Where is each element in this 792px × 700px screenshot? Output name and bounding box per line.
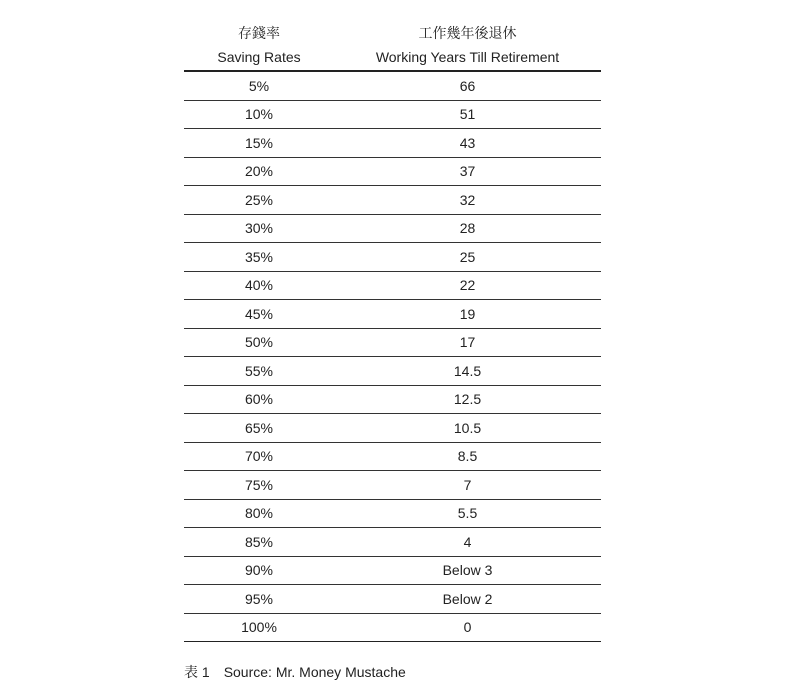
working-years-cell: 5.5 [334, 499, 601, 528]
saving-rate-table [184, 20, 601, 642]
saving-rate-cell: 65% [184, 414, 334, 443]
table-row [184, 129, 601, 158]
saving-rate-cell: 35% [184, 243, 334, 272]
header-saving-rate-en: Saving Rates [184, 46, 334, 71]
working-years-cell: 8.5 [334, 442, 601, 471]
working-years-cell: 66 [334, 71, 601, 100]
header-saving-rate-zh: 存錢率 [238, 25, 280, 41]
table-row [184, 214, 601, 243]
table-caption [184, 663, 406, 681]
table-row [184, 499, 601, 528]
table-row [184, 71, 601, 100]
table-row [184, 328, 601, 357]
working-years-cell: Below 3 [334, 556, 601, 585]
saving-rate-cell: 60% [184, 385, 334, 414]
working-years-cell: 37 [334, 157, 601, 186]
saving-rate-cell: 10% [184, 100, 334, 129]
saving-rate-cell: 15% [184, 129, 334, 158]
saving-rate-cell: 30% [184, 214, 334, 243]
working-years-cell: 43 [334, 129, 601, 158]
caption-source: Source: Mr. Money Mustache [223, 664, 406, 680]
table-row [184, 357, 601, 386]
working-years-cell: 25 [334, 243, 601, 272]
header-row-chinese [184, 20, 601, 46]
saving-rate-cell: 90% [184, 556, 334, 585]
saving-rate-cell: 80% [184, 499, 334, 528]
working-years-cell: 0 [334, 613, 601, 642]
working-years-cell: 7 [334, 471, 601, 500]
working-years-cell: Below 2 [334, 585, 601, 614]
working-years-cell: 32 [334, 186, 601, 215]
table-row [184, 528, 601, 557]
saving-rate-cell: 40% [184, 271, 334, 300]
working-years-cell: 4 [334, 528, 601, 557]
working-years-cell: 12.5 [334, 385, 601, 414]
working-years-cell: 17 [334, 328, 601, 357]
saving-rate-cell: 45% [184, 300, 334, 329]
table-row [184, 613, 601, 642]
header-row-english [184, 46, 601, 71]
table-row [184, 157, 601, 186]
saving-rate-cell: 5% [184, 71, 334, 100]
caption-label: 表 1 [184, 664, 210, 680]
working-years-cell: 22 [334, 271, 601, 300]
saving-rate-table-container [184, 20, 601, 642]
saving-rate-cell: 20% [184, 157, 334, 186]
table-row [184, 271, 601, 300]
working-years-cell: 51 [334, 100, 601, 129]
saving-rate-cell: 85% [184, 528, 334, 557]
table-row [184, 471, 601, 500]
table-row [184, 186, 601, 215]
saving-rate-cell: 55% [184, 357, 334, 386]
table-body [184, 71, 601, 642]
header-years-en: Working Years Till Retirement [334, 46, 601, 71]
saving-rate-cell: 70% [184, 442, 334, 471]
saving-rate-cell: 75% [184, 471, 334, 500]
table-row [184, 585, 601, 614]
table-row [184, 385, 601, 414]
header-years-zh: 工作幾年後退休 [418, 25, 517, 41]
table-row [184, 100, 601, 129]
table-row [184, 442, 601, 471]
saving-rate-cell: 95% [184, 585, 334, 614]
table-row [184, 300, 601, 329]
working-years-cell: 10.5 [334, 414, 601, 443]
table-row [184, 243, 601, 272]
table-row [184, 414, 601, 443]
working-years-cell: 28 [334, 214, 601, 243]
saving-rate-cell: 25% [184, 186, 334, 215]
working-years-cell: 14.5 [334, 357, 601, 386]
table-row [184, 556, 601, 585]
table-header [184, 20, 601, 71]
working-years-cell: 19 [334, 300, 601, 329]
saving-rate-cell: 50% [184, 328, 334, 357]
saving-rate-cell: 100% [184, 613, 334, 642]
